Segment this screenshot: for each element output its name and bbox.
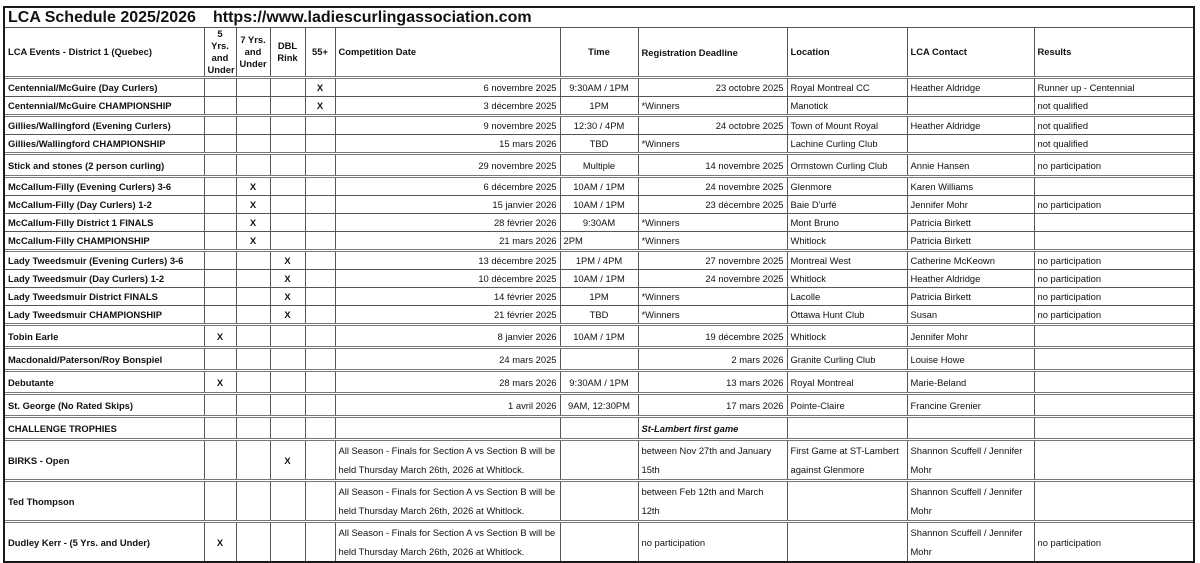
dbl-rink-mark (270, 232, 305, 251)
table-row (5, 97, 1193, 116)
table-row (5, 288, 1193, 306)
event-name: St. George (No Rated Skips) (5, 394, 204, 417)
col-7yrs: 7 Yrs. and Under (236, 28, 270, 78)
competition-date: 6 novembre 2025 (335, 78, 560, 97)
location: First Game at ST-Lambert against Glenmore (787, 440, 907, 481)
results: no participation (1034, 154, 1193, 177)
dbl-rink-mark (270, 116, 305, 135)
results (1034, 232, 1193, 251)
dbl-rink-mark (270, 196, 305, 214)
lca-contact: Shannon Scuffell / Jennifer Mohr (907, 522, 1034, 562)
fiftyfive-mark (305, 348, 335, 371)
seven-yrs-mark (236, 325, 270, 348)
dbl-rink-mark: X (270, 306, 305, 325)
results (1034, 214, 1193, 232)
registration-deadline: 24 novembre 2025 (638, 177, 787, 196)
results (1034, 481, 1193, 522)
seven-yrs-mark (236, 116, 270, 135)
table-row (5, 522, 1193, 562)
lca-contact: Patricia Birkett (907, 232, 1034, 251)
results (1034, 348, 1193, 371)
location: Ottawa Hunt Club (787, 306, 907, 325)
table-row (5, 325, 1193, 348)
schedule-body (5, 78, 1193, 562)
time (560, 348, 638, 371)
event-name: Debutante (5, 371, 204, 394)
fiftyfive-mark (305, 177, 335, 196)
time: TBD (560, 135, 638, 154)
competition-date (335, 417, 560, 440)
five-yrs-mark (204, 154, 236, 177)
fiftyfive-mark: X (305, 78, 335, 97)
competition-date: 10 décembre 2025 (335, 270, 560, 288)
event-name: CHALLENGE TROPHIES (5, 417, 204, 440)
competition-date: 6 décembre 2025 (335, 177, 560, 196)
time (560, 440, 638, 481)
time: 9:30AM / 1PM (560, 371, 638, 394)
event-name: Macdonald/Paterson/Roy Bonspiel (5, 348, 204, 371)
registration-deadline: St-Lambert first game (638, 417, 787, 440)
table-row (5, 394, 1193, 417)
location: Whitlock (787, 232, 907, 251)
event-name: Lady Tweedsmuir (Day Curlers) 1-2 (5, 270, 204, 288)
seven-yrs-mark (236, 440, 270, 481)
competition-date: All Season - Finals for Section A vs Section B will be held Thursday March 26th, 2026 at Whitlock. (335, 522, 560, 562)
location: Lachine Curling Club (787, 135, 907, 154)
competition-date: 15 mars 2026 (335, 135, 560, 154)
time (560, 481, 638, 522)
event-name: McCallum-Filly (Evening Curlers) 3-6 (5, 177, 204, 196)
registration-deadline: 14 novembre 2025 (638, 154, 787, 177)
table-row (5, 214, 1193, 232)
seven-yrs-mark (236, 288, 270, 306)
lca-contact: Susan (907, 306, 1034, 325)
registration-deadline: 27 novembre 2025 (638, 251, 787, 270)
sheet-title: LCA Schedule 2025/2026 (8, 8, 196, 26)
five-yrs-mark (204, 97, 236, 116)
results: no participation (1034, 270, 1193, 288)
competition-date: 29 novembre 2025 (335, 154, 560, 177)
table-row (5, 371, 1193, 394)
lca-contact: Karen Williams (907, 177, 1034, 196)
table-row (5, 251, 1193, 270)
lca-contact: Marie-Beland (907, 371, 1034, 394)
registration-deadline: *Winners (638, 135, 787, 154)
fiftyfive-mark (305, 522, 335, 562)
competition-date: 28 février 2026 (335, 214, 560, 232)
registration-deadline: *Winners (638, 306, 787, 325)
event-name: Ted Thompson (5, 481, 204, 522)
fiftyfive-mark (305, 440, 335, 481)
time: 1PM / 4PM (560, 251, 638, 270)
dbl-rink-mark (270, 348, 305, 371)
event-name: Gillies/Wallingford (Evening Curlers) (5, 116, 204, 135)
five-yrs-mark (204, 78, 236, 97)
location: Pointe-Claire (787, 394, 907, 417)
seven-yrs-mark (236, 97, 270, 116)
registration-deadline: 23 décembre 2025 (638, 196, 787, 214)
fiftyfive-mark (305, 325, 335, 348)
col-event: LCA Events - District 1 (Quebec) (5, 28, 204, 78)
event-name: Centennial/McGuire (Day Curlers) (5, 78, 204, 97)
five-yrs-mark (204, 417, 236, 440)
table-row (5, 78, 1193, 97)
fiftyfive-mark (305, 214, 335, 232)
fiftyfive-mark (305, 306, 335, 325)
location: Whitlock (787, 325, 907, 348)
event-name: Lady Tweedsmuir CHAMPIONSHIP (5, 306, 204, 325)
dbl-rink-mark (270, 135, 305, 154)
location: Whitlock (787, 270, 907, 288)
lca-contact (907, 417, 1034, 440)
location: Town of Mount Royal (787, 116, 907, 135)
schedule-sheet (3, 6, 1195, 563)
dbl-rink-mark (270, 371, 305, 394)
header-row (5, 28, 1193, 78)
time: 9:30AM / 1PM (560, 78, 638, 97)
five-yrs-mark (204, 481, 236, 522)
time: Multiple (560, 154, 638, 177)
location: Royal Montreal (787, 371, 907, 394)
results (1034, 177, 1193, 196)
registration-deadline: between Feb 12th and March 12th (638, 481, 787, 522)
lca-contact (907, 135, 1034, 154)
location: Royal Montreal CC (787, 78, 907, 97)
time: 9AM, 12:30PM (560, 394, 638, 417)
registration-deadline: 17 mars 2026 (638, 394, 787, 417)
fiftyfive-mark (305, 288, 335, 306)
dbl-rink-mark: X (270, 251, 305, 270)
fiftyfive-mark (305, 371, 335, 394)
table-row (5, 270, 1193, 288)
event-name: Gillies/Wallingford CHAMPIONSHIP (5, 135, 204, 154)
location: Montreal West (787, 251, 907, 270)
time (560, 417, 638, 440)
location: Mont Bruno (787, 214, 907, 232)
location (787, 417, 907, 440)
dbl-rink-mark (270, 325, 305, 348)
results (1034, 394, 1193, 417)
five-yrs-mark (204, 232, 236, 251)
time: 2PM (560, 232, 638, 251)
competition-date: 21 mars 2026 (335, 232, 560, 251)
table-row (5, 196, 1193, 214)
location (787, 481, 907, 522)
results: no participation (1034, 196, 1193, 214)
location: Manotick (787, 97, 907, 116)
time (560, 522, 638, 562)
seven-yrs-mark: X (236, 177, 270, 196)
competition-date: 9 novembre 2025 (335, 116, 560, 135)
dbl-rink-mark: X (270, 270, 305, 288)
seven-yrs-mark (236, 251, 270, 270)
fiftyfive-mark (305, 232, 335, 251)
dbl-rink-mark (270, 78, 305, 97)
results: Runner up - Centennial (1034, 78, 1193, 97)
five-yrs-mark (204, 270, 236, 288)
lca-contact: Shannon Scuffell / Jennifer Mohr (907, 440, 1034, 481)
registration-deadline: *Winners (638, 214, 787, 232)
seven-yrs-mark: X (236, 214, 270, 232)
table-row (5, 440, 1193, 481)
dbl-rink-mark (270, 481, 305, 522)
time: 9:30AM (560, 214, 638, 232)
fiftyfive-mark (305, 251, 335, 270)
registration-deadline: no participation (638, 522, 787, 562)
results (1034, 371, 1193, 394)
results (1034, 440, 1193, 481)
registration-deadline: *Winners (638, 97, 787, 116)
seven-yrs-mark (236, 154, 270, 177)
col-lca-contact: LCA Contact (907, 28, 1034, 78)
time: 12:30 / 4PM (560, 116, 638, 135)
table-row (5, 348, 1193, 371)
lca-contact: Heather Aldridge (907, 78, 1034, 97)
five-yrs-mark (204, 394, 236, 417)
results: no participation (1034, 306, 1193, 325)
registration-deadline: between Nov 27th and January 15th (638, 440, 787, 481)
col-results: Results (1034, 28, 1193, 78)
results (1034, 417, 1193, 440)
lca-contact: Shannon Scuffell / Jennifer Mohr (907, 481, 1034, 522)
col-5yrs: 5 Yrs. and Under (204, 28, 236, 78)
registration-deadline: 24 octobre 2025 (638, 116, 787, 135)
competition-date: All Season - Finals for Section A vs Section B will be held Thursday March 26th, 2026 at Whitlock. (335, 440, 560, 481)
dbl-rink-mark: X (270, 288, 305, 306)
seven-yrs-mark (236, 78, 270, 97)
col-55plus: 55+ (305, 28, 335, 78)
dbl-rink-mark (270, 214, 305, 232)
competition-date: 24 mars 2025 (335, 348, 560, 371)
five-yrs-mark (204, 440, 236, 481)
lca-contact: Annie Hansen (907, 154, 1034, 177)
results: not qualified (1034, 116, 1193, 135)
lca-contact: Louise Howe (907, 348, 1034, 371)
event-name: Centennial/McGuire CHAMPIONSHIP (5, 97, 204, 116)
time: 10AM / 1PM (560, 270, 638, 288)
seven-yrs-mark (236, 417, 270, 440)
results: no participation (1034, 251, 1193, 270)
table-row (5, 177, 1193, 196)
dbl-rink-mark (270, 177, 305, 196)
time: 10AM / 1PM (560, 325, 638, 348)
five-yrs-mark (204, 251, 236, 270)
results: not qualified (1034, 97, 1193, 116)
registration-deadline: *Winners (638, 232, 787, 251)
lca-contact: Heather Aldridge (907, 116, 1034, 135)
registration-deadline: 2 mars 2026 (638, 348, 787, 371)
lca-contact: Francine Grenier (907, 394, 1034, 417)
five-yrs-mark (204, 348, 236, 371)
table-row (5, 481, 1193, 522)
five-yrs-mark (204, 196, 236, 214)
fiftyfive-mark (305, 135, 335, 154)
fiftyfive-mark (305, 417, 335, 440)
website-url[interactable]: https://www.ladiescurlingassociation.com (213, 8, 532, 26)
table-row (5, 232, 1193, 251)
event-name: BIRKS - Open (5, 440, 204, 481)
time: TBD (560, 306, 638, 325)
table-row (5, 154, 1193, 177)
results: not qualified (1034, 135, 1193, 154)
five-yrs-mark: X (204, 371, 236, 394)
location: Granite Curling Club (787, 348, 907, 371)
time: 10AM / 1PM (560, 196, 638, 214)
registration-deadline: 24 novembre 2025 (638, 270, 787, 288)
fiftyfive-mark: X (305, 97, 335, 116)
seven-yrs-mark: X (236, 232, 270, 251)
competition-date: 13 décembre 2025 (335, 251, 560, 270)
competition-date: 21 février 2025 (335, 306, 560, 325)
schedule-table (5, 28, 1193, 561)
seven-yrs-mark (236, 522, 270, 562)
registration-deadline: *Winners (638, 288, 787, 306)
dbl-rink-mark (270, 522, 305, 562)
fiftyfive-mark (305, 481, 335, 522)
five-yrs-mark (204, 116, 236, 135)
fiftyfive-mark (305, 116, 335, 135)
seven-yrs-mark (236, 371, 270, 394)
seven-yrs-mark (236, 348, 270, 371)
seven-yrs-mark: X (236, 196, 270, 214)
col-competition-date: Competition Date (335, 28, 560, 78)
results (1034, 325, 1193, 348)
competition-date: 1 avril 2026 (335, 394, 560, 417)
fiftyfive-mark (305, 154, 335, 177)
lca-contact (907, 97, 1034, 116)
time: 1PM (560, 97, 638, 116)
five-yrs-mark: X (204, 522, 236, 562)
event-name: Lady Tweedsmuir (Evening Curlers) 3-6 (5, 251, 204, 270)
five-yrs-mark (204, 214, 236, 232)
col-location: Location (787, 28, 907, 78)
event-name: Dudley Kerr - (5 Yrs. and Under) (5, 522, 204, 562)
seven-yrs-mark (236, 306, 270, 325)
five-yrs-mark (204, 135, 236, 154)
col-dbl-rink: DBL Rink (270, 28, 305, 78)
event-name: Stick and stones (2 person curling) (5, 154, 204, 177)
location: Ormstown Curling Club (787, 154, 907, 177)
col-registration-deadline: Registration Deadline (638, 28, 787, 78)
five-yrs-mark: X (204, 325, 236, 348)
dbl-rink-mark (270, 417, 305, 440)
event-name: Lady Tweedsmuir District FINALS (5, 288, 204, 306)
competition-date: All Season - Finals for Section A vs Section B will be held Thursday March 26th, 2026 at Whitlock. (335, 481, 560, 522)
location: Glenmore (787, 177, 907, 196)
lca-contact: Heather Aldridge (907, 270, 1034, 288)
dbl-rink-mark: X (270, 440, 305, 481)
seven-yrs-mark (236, 270, 270, 288)
location: Lacolle (787, 288, 907, 306)
lca-contact: Patricia Birkett (907, 288, 1034, 306)
title-row (5, 8, 1193, 28)
table-row (5, 306, 1193, 325)
lca-contact: Catherine McKeown (907, 251, 1034, 270)
event-name: McCallum-Filly CHAMPIONSHIP (5, 232, 204, 251)
table-row (5, 116, 1193, 135)
fiftyfive-mark (305, 394, 335, 417)
registration-deadline: 23 octobre 2025 (638, 78, 787, 97)
fiftyfive-mark (305, 196, 335, 214)
seven-yrs-mark (236, 481, 270, 522)
competition-date: 28 mars 2026 (335, 371, 560, 394)
registration-deadline: 13 mars 2026 (638, 371, 787, 394)
event-name: Tobin Earle (5, 325, 204, 348)
col-time: Time (560, 28, 638, 78)
dbl-rink-mark (270, 394, 305, 417)
results: no participation (1034, 522, 1193, 562)
seven-yrs-mark (236, 394, 270, 417)
competition-date: 8 janvier 2026 (335, 325, 560, 348)
results: no participation (1034, 288, 1193, 306)
lca-contact: Jennifer Mohr (907, 325, 1034, 348)
table-row (5, 135, 1193, 154)
competition-date: 15 janvier 2026 (335, 196, 560, 214)
time: 10AM / 1PM (560, 177, 638, 196)
five-yrs-mark (204, 177, 236, 196)
fiftyfive-mark (305, 270, 335, 288)
time: 1PM (560, 288, 638, 306)
location (787, 522, 907, 562)
dbl-rink-mark (270, 154, 305, 177)
lca-contact: Patricia Birkett (907, 214, 1034, 232)
event-name: McCallum-Filly District 1 FINALS (5, 214, 204, 232)
table-row (5, 417, 1193, 440)
five-yrs-mark (204, 288, 236, 306)
competition-date: 14 février 2025 (335, 288, 560, 306)
five-yrs-mark (204, 306, 236, 325)
lca-contact: Jennifer Mohr (907, 196, 1034, 214)
location: Baie D'urfé (787, 196, 907, 214)
registration-deadline: 19 décembre 2025 (638, 325, 787, 348)
competition-date: 3 décembre 2025 (335, 97, 560, 116)
dbl-rink-mark (270, 97, 305, 116)
event-name: McCallum-Filly (Day Curlers) 1-2 (5, 196, 204, 214)
seven-yrs-mark (236, 135, 270, 154)
